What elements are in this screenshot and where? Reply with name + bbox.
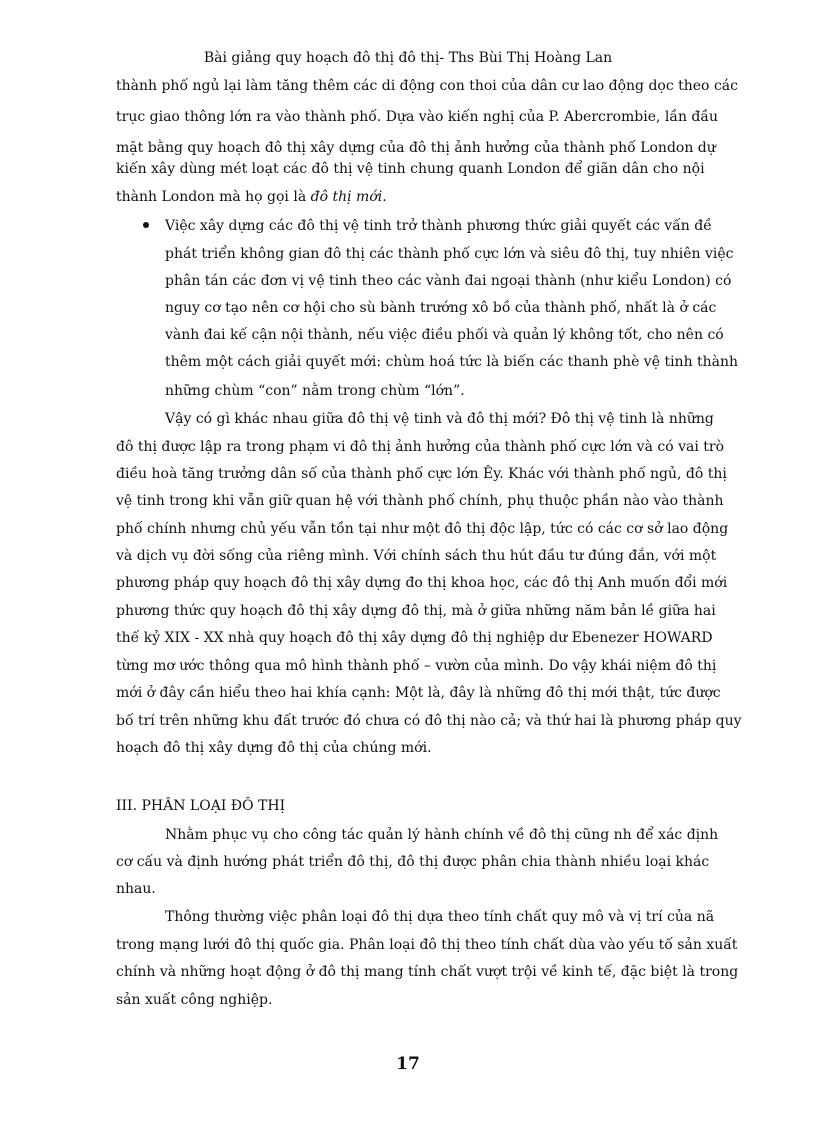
paragraph-line: sản xuất công nghiệp. — [116, 992, 273, 1008]
paragraph-line: nhau. — [116, 881, 156, 897]
paragraph-line: phương thức quy hoạch đô thị xây dựng đô thị, mà ở giữa những năm bản lề giữa hai — [116, 603, 716, 619]
paragraph-line: kiến xây dùng mét loạt các đô thị vệ tinh chung quanh London để giãn dân cho nội — [116, 161, 705, 177]
bullet-line: phát triển không gian đô thị các thành phố cực lớn và siêu đô thị, tuy nhiên việc — [165, 246, 734, 262]
section-heading: III. PHÂN LOẠI ĐÔ THỊ — [116, 798, 286, 814]
paragraph-line: phương pháp quy hoạch đô thị xây dựng đo thị khoa học, các đô thị Anh muốn đổi mới — [116, 575, 728, 591]
text-span: thành London mà họ gọi là — [116, 189, 311, 205]
paragraph-line: chính và những hoạt động ở đô thị mang tính chất vượt trội về kinh tế, đặc biệt là trong — [116, 964, 739, 980]
paragraph-line: trục giao thông lớn ra vào thành phố. Dựa vào kiến nghị của P. Abercrombie, lần đầu — [116, 109, 718, 125]
paragraph-line: và dịch vụ đời sống của riêng mình. Với chính sách thu hút đầu tư đúng đắn, với một — [116, 548, 717, 564]
paragraph-line: phố chính nhưng chủ yếu vẫn tồn tại như một đô thị độc lập, tức có các cơ sở lao động — [116, 521, 729, 537]
paragraph-line: đô thị được lập ra trong phạm vi đô thị ảnh hưởng của thành phố cực lớn và có vai trò — [116, 439, 725, 455]
paragraph-line: từng mơ ước thông qua mô hình thành phố – vườn của mình. Do vậy khái niệm đô thị — [116, 658, 717, 674]
bullet-line: những chùm “con” nằm trong chùm “lớn”. — [165, 383, 465, 399]
paragraph-line: thành phố ngủ lại làm tăng thêm các di động con thoi của dân cư lao động dọc theo các — [116, 78, 738, 94]
paragraph-line: mới ở đây cần hiểu theo hai khía cạnh: Một là, đây là những đô thị mới thật, tức được — [116, 685, 721, 701]
page-number: 17 — [396, 1054, 420, 1074]
bullet-line: nguy cơ tạo nên cơ hội cho sù bành trướng xô bồ của thành phố, nhất là ở các — [165, 300, 717, 316]
paragraph-line: Nhằm phục vụ cho công tác quản lý hành chính về đô thị cũng nh để xác định — [165, 827, 719, 843]
bullet-line: thêm một cách giải quyết mới: chùm hoá tức là biến các thanh phè vệ tinh thành — [165, 354, 739, 370]
paragraph-line: cơ cấu và định hướng phát triển đô thị, đô thị được phân chia thành nhiều loại khác — [116, 854, 710, 870]
bullet-line: vành đai kế cận nội thành, nếu việc điều phối và quản lý không tốt, cho nên có — [165, 327, 724, 343]
paragraph-line — [116, 187, 701, 207]
text-span: . — [382, 189, 387, 205]
paragraph-line: mặt bằng quy hoạch đô thị xây dựng của đô thị ảnh hưởng của thành phố London dự — [116, 140, 716, 156]
paragraph-line: thế kỷ XIX - XX nhà quy hoạch đô thị xây dựng đô thị nghiệp dư Ebenezer HOWARD — [116, 630, 713, 646]
page-header: Bài giảng quy hoạch đô thị đô thị- Ths Bùi Thị Hoàng Lan — [203, 50, 613, 66]
paragraph-line: vệ tinh trong khi vẫn giữ quan hệ với thành phố chính, phụ thuộc phần nào vào thành — [116, 493, 724, 509]
paragraph-line: hoạch đô thị xây dựng đô thị của chúng mới. — [116, 740, 432, 756]
paragraph-line: trong mạng lưới đô thị quốc gia. Phân loại đô thị theo tính chất dùa vào yếu tố sản xuất — [116, 937, 738, 953]
bullet-line: phân tán các đơn vị vệ tinh theo các vành đai ngoại thành (như kiểu London) có — [165, 273, 732, 289]
italic-term: đô thị mới — [310, 189, 383, 205]
paragraph-line: điều hoà tăng trưởng dân số của thành phố cực lớn Êy. Khác với thành phố ngủ, đô thị — [116, 466, 727, 482]
paragraph-line: bố trí trên những khu đất trước đó chưa có đô thị nào cả; và thứ hai là phương pháp quy — [116, 713, 742, 729]
paragraph-line: Vậy có gì khác nhau giữa đô thị vệ tinh và đô thị mới? Đô thị vệ tinh là những — [165, 411, 714, 427]
bullet-icon — [143, 222, 149, 228]
paragraph-line: Thông thường việc phân loại đô thị dựa theo tính chất quy mô và vị trí của nã — [165, 909, 715, 925]
bullet-line: Việc xây dựng các đô thị vệ tinh trở thành phương thức giải quyết các vấn đề — [165, 218, 712, 234]
